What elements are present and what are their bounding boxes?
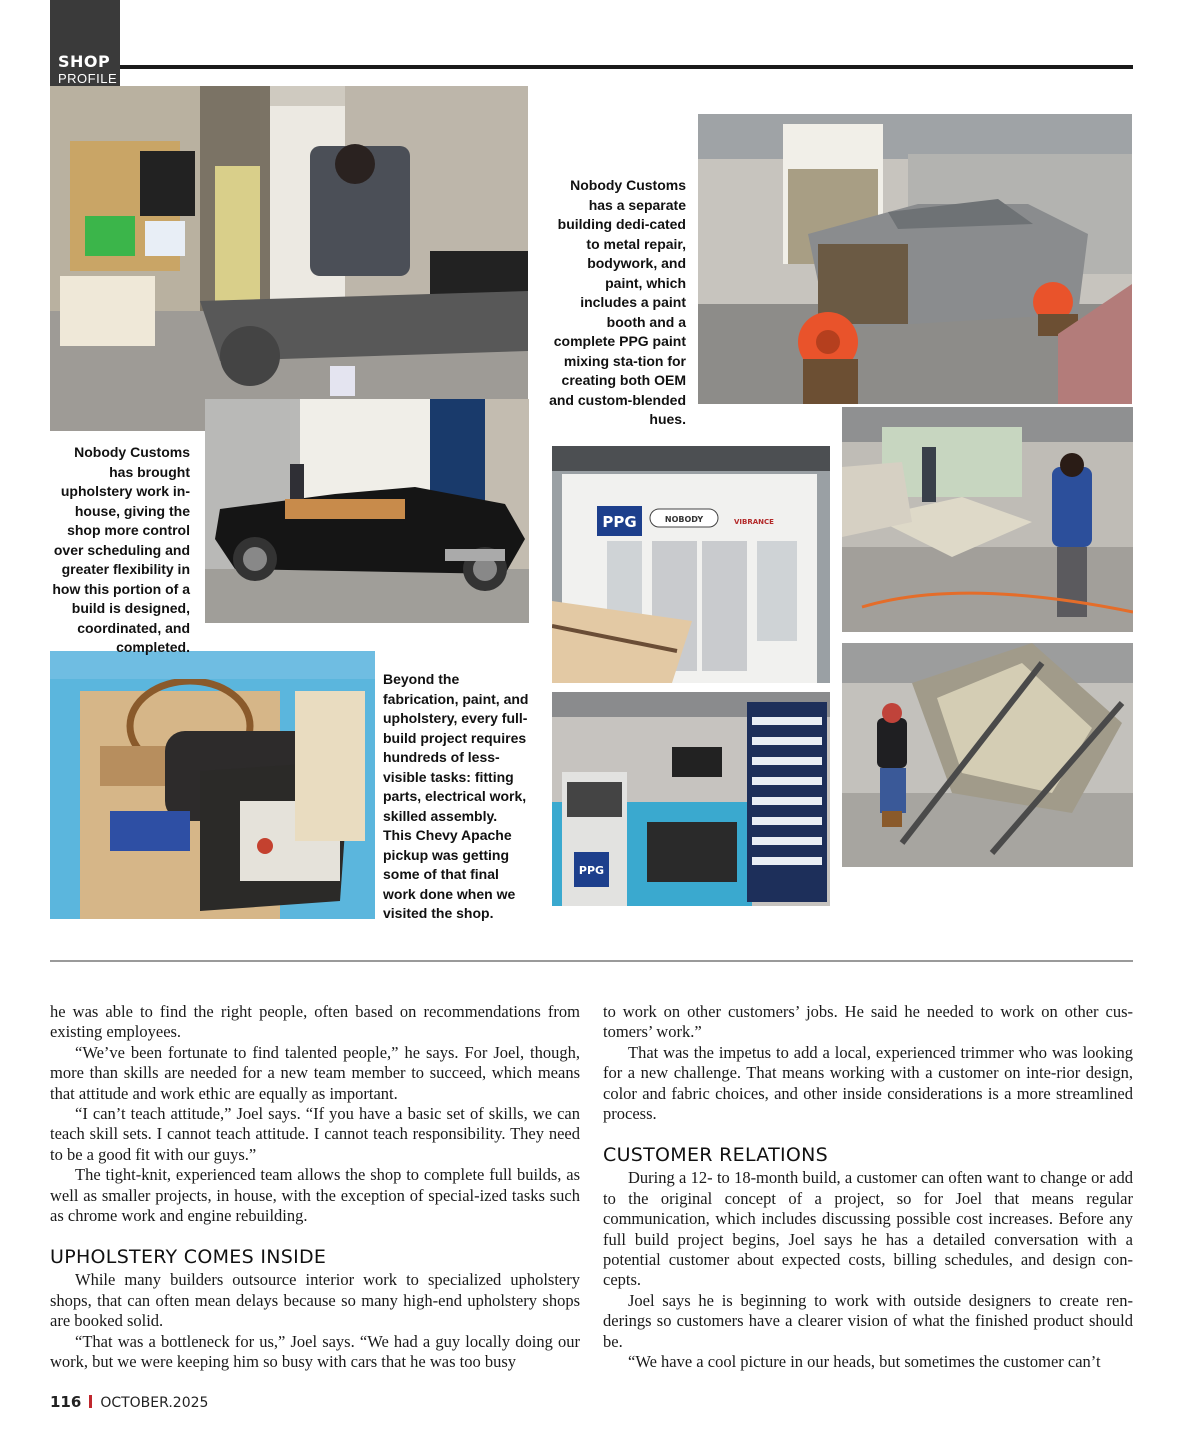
body-paragraph: “I can’t teach attitude,” Joel says. “If you have a basic set of skills, we can teach skill sets. I cannot teach attitude. I cannot teach responsibility. They need to be a good fit with our guys.” (50, 1104, 580, 1164)
booth-nobody-sign: NOBODY (664, 515, 704, 524)
body-paragraph: “We have a cool picture in our heads, but sometimes the customer can’t (628, 1352, 1101, 1372)
booth-vibrance-sign: VIBRANCE (734, 518, 774, 526)
photo-upholstery-workshop (50, 86, 528, 431)
booth-ppg-logo: PPG (602, 513, 637, 531)
section-tab-line1: SHOP (58, 52, 111, 71)
body-paragraph: to work on other customers’ jobs. He said he needed to work on other cus-tomers’ work.” (603, 1002, 1133, 1042)
body-paragraph: he was able to find the right people, often based on recommendations from existing employees. (50, 1002, 580, 1042)
caption-upholstery: Nobody Customs has brought upholstery work in-house, giving the shop more control over scheduling and greater flexibility in how this portion of a build is designed, coordinated, and completed. (52, 444, 190, 655)
photo-rotisserie-body (842, 643, 1133, 867)
body-paragraph: The tight-knit, experienced team allows the shop to complete full builds, as well as smaller projects, in house, with the exception of special-ized tasks such as chrome work and engine rebuilding. (50, 1165, 580, 1226)
photo-mixing-station (552, 692, 830, 906)
mixing-ppg-logo: PPG (578, 864, 605, 877)
body-column-left (50, 1002, 580, 1373)
photo-apache-interior (50, 651, 375, 919)
subheading-upholstery: UPHOLSTERY COMES INSIDE (50, 1246, 327, 1269)
section-tab (50, 0, 120, 96)
caption-apache: Beyond the fabrication, paint, and upholstery, every full-build project requires hundreds of less-visible tasks: fitting parts, electrical work, skilled assembly. This Chevy Apache pickup was getting some of that final work done when we visited the shop. (383, 671, 529, 921)
body-column-right (603, 1002, 1133, 1373)
body-paragraph: While many builders outsource interior work to specialized upholstery shops, that can often mean delays because so many high-end upholstery shops are booked solid. (50, 1270, 580, 1331)
footer-divider (89, 1395, 92, 1408)
body-paragraph: Joel says he is beginning to work with outside designers to create ren-derings so customers have a clearer vision of what the finished product should be. (603, 1290, 1133, 1351)
body-paragraph: “That was a bottleneck for us,” Joel says. “We had a guy locally doing our work, but we were keeping him so busy with cars that he was too busy (50, 1331, 580, 1372)
issue-date: OCTOBER.2025 (100, 1395, 209, 1411)
subheading-customer-relations: CUSTOMER RELATIONS (603, 1144, 829, 1167)
photo-paint-building (698, 114, 1132, 404)
body-paragraph: “We’ve been fortunate to find talented people,” he says. For Joel, though, more than skills are needed for a new team member to succeed, which means that attitude and work ethic are equally as important. (50, 1042, 580, 1103)
body-paragraph: During a 12- to 18-month build, a customer can often want to change or add to the original concept of a project, so for Joel that means regular communication, which includes discussing possible cost increases. Before any full build project begins, Joel says he has a detailed conversation with a potential customer about expected costs, billing schedules, and design con-cepts. (603, 1168, 1133, 1290)
photo-bodywork-panel (842, 407, 1133, 632)
section-tab-line2: PROFILE (58, 71, 118, 86)
page-footer (50, 1393, 208, 1411)
photo-paint-booth (552, 446, 830, 683)
page-number: 116 (50, 1393, 82, 1411)
photo-black-convertible (205, 399, 529, 623)
caption-paint-building: Nobody Customs has a separate building dedi-cated to metal repair, bodywork, and paint, which includes a paint booth and a complete PPG paint mixing sta-tion for creating both OEM and custom-blended hues. (549, 177, 686, 427)
body-paragraph: That was the impetus to add a local, experienced trimmer who was looking for a new challenge. That means working with a customer on inte-rior design, color and fabric choices, and other inside considerations is a more streamlined process. (603, 1042, 1133, 1124)
section-divider (50, 960, 1133, 962)
top-rule (120, 65, 1133, 69)
